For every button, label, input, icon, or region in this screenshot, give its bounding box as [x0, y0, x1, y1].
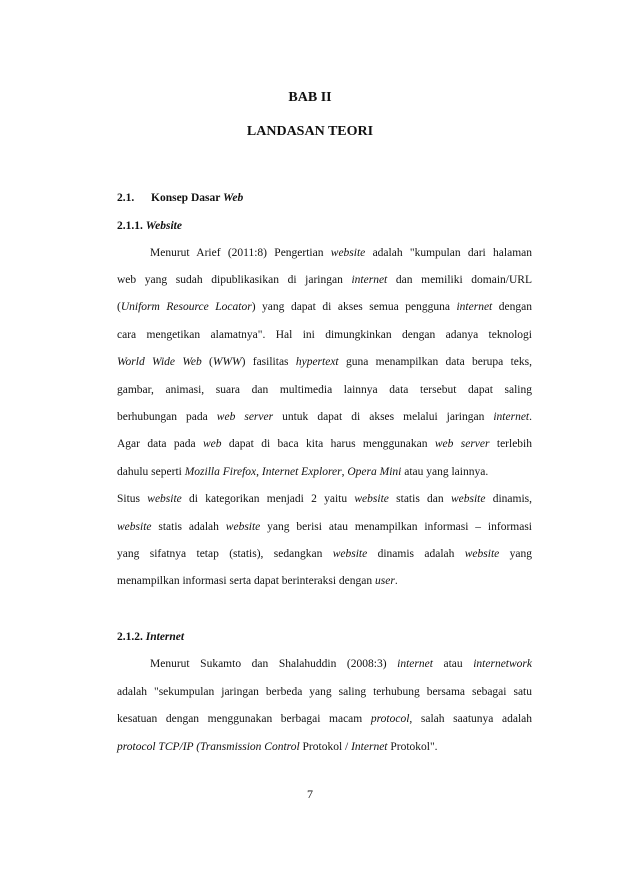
section-number: 2.1.: [117, 192, 135, 204]
para1-line9: dahulu seperti Mozilla Firefox, Internet Explorer, Opera Mini atau yang lainnya.: [117, 466, 489, 478]
subsection-heading-website: 2.1.1. Website: [117, 220, 182, 232]
para1-line6: gambar, animasi, suara dan multimedia lainnya data tersebut dapat saling: [117, 384, 532, 396]
para3-line3: kesatuan dengan menggunakan berbagai macam protocol, salah saatunya adalah: [117, 713, 532, 725]
page-number: 7: [307, 787, 313, 801]
para1-line7: berhubungan pada web server untuk dapat di akses melalui jaringan internet.: [117, 411, 533, 423]
para3-line1: Menurut Sukamto dan Shalahuddin (2008:3) internet atau internetwork: [150, 658, 533, 670]
para1-line4: cara mengetikan alamatnya". Hal ini dimungkinkan dengan adanya teknologi: [117, 329, 532, 341]
subsection-heading-internet: 2.1.2. Internet: [117, 631, 185, 643]
para2-line4: menampilkan informasi serta dapat berinteraksi dengan user.: [117, 575, 398, 587]
para1-line8: Agar data pada web dapat di baca kita harus menggunakan web server terlebih: [117, 438, 532, 450]
section-heading: [117, 192, 244, 204]
chapter-title: LANDASAN TEORI: [246, 124, 374, 139]
para1-line5: World Wide Web (WWW) fasilitas hypertext guna menampilkan data berupa teks,: [117, 356, 532, 368]
section-label: Konsep Dasar Web: [151, 192, 244, 204]
para3-line4: protocol TCP/IP (Transmission Control Protokol / Internet Protokol".: [117, 741, 438, 753]
para1-line2: web yang sudah dipublikasikan di jaringan internet dan memiliki domain/URL: [117, 274, 532, 286]
para2-line3: yang sifatnya tetap (statis), sedangkan website dinamis adalah website yang: [117, 548, 532, 560]
para3-line2: adalah "sekumpulan jaringan berbeda yang saling terhubung bersama sebagai satu: [117, 686, 532, 698]
chapter-heading: BAB II: [288, 90, 332, 105]
para2-line2: website statis adalah website yang berisi atau menampilkan informasi – informasi: [117, 521, 532, 533]
para2-line1: Situs website di kategorikan menjadi 2 yaitu website statis dan website dinamis,: [117, 493, 532, 505]
para1-line1: Menurut Arief (2011:8) Pengertian website adalah "kumpulan dari halaman: [150, 247, 532, 259]
para1-line3: (Uniform Resource Locator) yang dapat di akses semua pengguna internet dengan: [117, 301, 532, 313]
